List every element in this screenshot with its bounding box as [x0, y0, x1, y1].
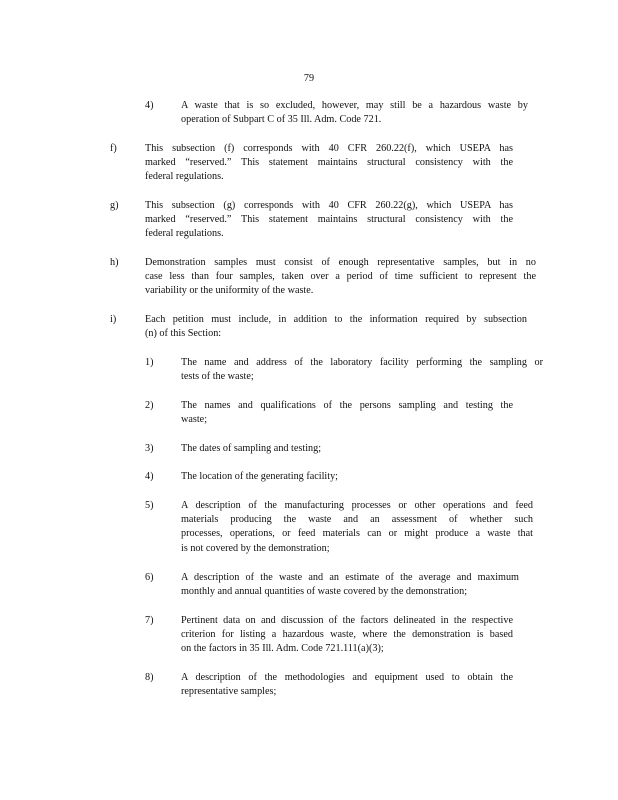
item-text: [181, 442, 351, 456]
item-label: 1): [145, 357, 154, 368]
text-line: on the factors in 35 Ill. Adm. Code 721.111(a)(3);: [181, 643, 384, 655]
item-label: 3): [145, 443, 154, 454]
text-line: marked “reserved.” This statement maintains structural consistency with the: [145, 157, 513, 169]
text-line: A description of the waste and an estimate of the average and maximum: [181, 572, 519, 583]
item-text: [181, 399, 513, 427]
text-line: materials producing the waste and an assessment of whether such: [181, 514, 533, 526]
text-line: (n) of this Section:: [145, 328, 222, 340]
text-line: marked “reserved.” This statement maintains structural consistency with the: [145, 214, 513, 226]
item-label: 8): [145, 672, 154, 683]
item-label: 4): [145, 100, 154, 111]
text-line: Demonstration samples must consist of enough representative samples, but in no: [145, 257, 536, 268]
item-text: [181, 99, 528, 127]
text-line: Pertinent data on and discussion of the factors delineated in the respective: [181, 615, 513, 626]
text-line: The dates of sampling and testing;: [181, 443, 322, 454]
text-line: The names and qualifications of the persons sampling and testing the: [181, 400, 513, 411]
text-line: representative samples;: [181, 686, 277, 698]
text-line: federal regulations.: [145, 228, 224, 240]
text-line: Each petition must include, in addition to the information required by subsection: [145, 314, 527, 325]
item-text: [181, 356, 543, 384]
text-line: tests of the waste;: [181, 371, 254, 383]
text-line: is not covered by the demonstration;: [181, 542, 330, 554]
item-text: [145, 256, 536, 299]
item-label: 6): [145, 572, 154, 583]
text-line: waste;: [181, 414, 208, 426]
text-line: The location of the generating facility;: [181, 471, 338, 482]
text-line: The name and address of the laboratory facility performing the sampling or: [181, 357, 543, 368]
item-label: h): [110, 257, 119, 268]
text-line: operation of Subpart C of 35 Ill. Adm. Code 721.: [181, 114, 382, 126]
text-line: criterion for listing a hazardous waste, where the demonstration is based: [181, 629, 513, 641]
item-label: 2): [145, 400, 154, 411]
text-line: federal regulations.: [145, 171, 224, 183]
text-line: This subsection (g) corresponds with 40 CFR 260.22(g), which USEPA has: [145, 200, 513, 211]
item-text: [181, 499, 533, 556]
text-line: variability or the uniformity of the waste.: [145, 285, 314, 297]
item-text: [145, 313, 527, 341]
item-text: [181, 614, 513, 657]
item-text: [145, 142, 513, 185]
text-line: A description of the manufacturing processes or other operations and feed: [181, 500, 533, 511]
text-line: monthly and annual quantities of waste covered by the demonstration;: [181, 586, 468, 598]
text-line: case less than four samples, taken over a period of time sufficient to represent the: [145, 271, 536, 283]
text-line: A waste that is so excluded, however, may still be a hazardous waste by: [181, 100, 528, 111]
item-label: 4): [145, 471, 154, 482]
item-text: [145, 199, 513, 242]
page-number: 79: [303, 73, 315, 84]
item-label: i): [110, 314, 117, 325]
text-line: processes, operations, or feed materials can or might produce a waste that: [181, 528, 533, 540]
item-text: [181, 470, 361, 484]
item-text: [181, 671, 513, 699]
text-line: This subsection (f) corresponds with 40 CFR 260.22(f), which USEPA has: [145, 143, 513, 154]
item-label: 7): [145, 615, 154, 626]
text-line: A description of the methodologies and equipment used to obtain the: [181, 672, 513, 683]
item-label: g): [110, 200, 119, 211]
item-text: [181, 571, 519, 599]
item-label: 5): [145, 500, 154, 511]
item-label: f): [110, 143, 117, 154]
